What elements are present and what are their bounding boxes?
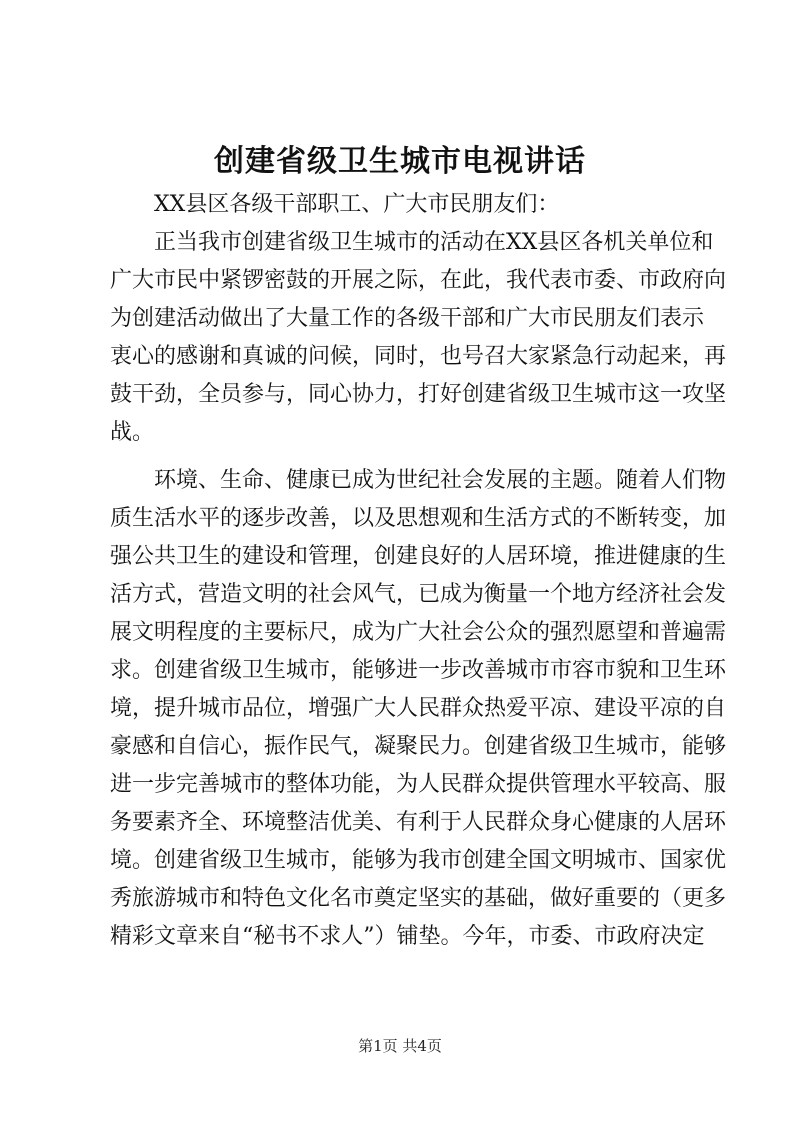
paragraph-line: 广大市民中紧锣密鼓的开展之际，在此，我代表市委、市政府向 xyxy=(110,268,727,293)
paragraph-line: 秀旅游城市和特色文化名市奠定坚实的基础，做好重要的（更多 xyxy=(110,886,727,911)
paragraph-line: 战。 xyxy=(110,420,155,445)
greeting-line: XX县区各级干部职工、广大市民朋友们： xyxy=(154,192,560,217)
paragraph-1 xyxy=(110,224,727,452)
paragraph-line: 求。创建省级卫生城市，能够进一步改善城市市容市貌和卫生环 xyxy=(110,658,727,683)
document-title: 创建省级卫生城市电视讲话 xyxy=(214,144,586,179)
paragraph-line: 正当我市创建省级卫生城市的活动在XX县区各机关单位和 xyxy=(154,230,714,255)
paragraph-line: 展文明程度的主要标尺，成为广大社会公众的强烈愿望和普遍需 xyxy=(110,620,727,645)
paragraph-line: 强公共卫生的建设和管理，创建良好的人居环境，推进健康的生 xyxy=(110,544,727,569)
document-body xyxy=(110,186,727,966)
paragraph-line: 活方式，营造文明的社会风气，已成为衡量一个地方经济社会发 xyxy=(110,582,727,607)
paragraph-line: 为创建活动做出了大量工作的各级干部和广大市民朋友们表示 xyxy=(110,306,705,331)
paragraph-line: 境，提升城市品位，增强广大人民群众热爱平凉、建设平凉的自 xyxy=(110,696,727,721)
page-number-footer: 第1页 共4页 xyxy=(358,1037,442,1055)
paragraph-line: 进一步完善城市的整体功能，为人民群众提供管理水平较高、服 xyxy=(110,772,727,797)
paragraph-line: 豪感和自信心，振作民气，凝聚民力。创建省级卫生城市，能够 xyxy=(110,734,727,759)
paragraph-line: 精彩文章来自“秘书不求人”）铺垫。今年，市委、市政府决定 xyxy=(110,924,705,949)
paragraph-line: 衷心的感谢和真诚的问候，同时，也号召大家紧急行动起来，再 xyxy=(110,344,727,369)
paragraph-line: 境。创建省级卫生城市，能够为我市创建全国文明城市、国家优 xyxy=(110,848,727,873)
paragraph-line: 鼓干劲，全员参与，同心协力，打好创建省级卫生城市这一攻坚 xyxy=(110,382,727,407)
paragraph-line: 务要素齐全、环境整洁优美、有利于人民群众身心健康的人居环 xyxy=(110,810,727,835)
paragraph-2 xyxy=(110,462,727,956)
paragraph-line: 质生活水平的逐步改善，以及思想观和生活方式的不断转变，加 xyxy=(110,506,727,531)
paragraph-line: 环境、生命、健康已成为世纪社会发展的主题。随着人们物 xyxy=(154,468,727,493)
